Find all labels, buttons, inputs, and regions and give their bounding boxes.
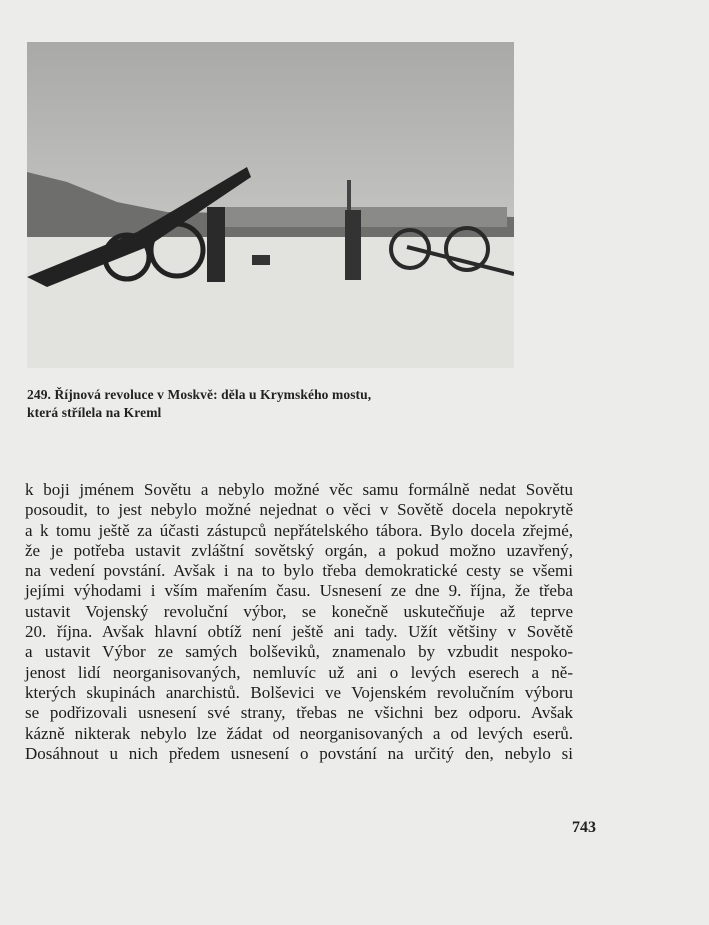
text-line: jejími výhodami i vším mařením času. Usnesení ze dne 9. října, že třeba: [25, 581, 573, 601]
text-line: že je potřeba ustavit zvláštní sovětský orgán, a pokud možno uzavřený,: [25, 540, 573, 560]
text-line: kázně nikterak nebylo lze žádat od neorganisovaných a od levých eserů.: [25, 723, 573, 743]
text-line: Dosáhnout u nich předem usnesení o povstání na určitý den, nebylo si: [25, 743, 573, 763]
text-line: ustavit Vojenský revoluční výbor, se konečně uskutečňuje až teprve: [25, 601, 573, 621]
text-line: posoudit, to jest nebylo možné nejednat o věci v Sovětě docela nepokrytě: [25, 500, 573, 520]
text-line: a ustavit Výbor ze samých bolševiků, znamenalo by vzbudit nespoko-: [25, 642, 573, 662]
text-line: jenost lidí neorganisovaných, nemluvíc už ani o levých eserech a ně-: [25, 662, 573, 682]
figure-caption: [27, 386, 371, 422]
text-line: se podřizovali usnesení své strany, třebas ne všichni bez odporu. Avšak: [25, 703, 573, 723]
text-line: kterých skupinách anarchistů. Bolševici ve Vojenském revolučním výboru: [25, 682, 573, 702]
text-line: na vedení povstání. Avšak i na to bylo třeba demokratické cesty se všemi: [25, 561, 573, 581]
text-line: a k tomu ještě za účasti zástupců nepřátelského tábora. Bylo docela zřejmé,: [25, 520, 573, 540]
caption-line: která střílela na Kreml: [27, 405, 162, 420]
caption-line: 249. Říjnová revoluce v Moskvě: děla u Krymského mostu,: [27, 387, 372, 402]
photo-cannons-at-krymsky-bridge: [27, 42, 514, 368]
text-line: 20. října. Avšak hlavní obtíž není ještě ani tady. Užít většiny v Sovětě: [25, 622, 573, 642]
body-text: [25, 480, 573, 764]
text-line: k boji jménem Sovětu a nebylo možné věc samu formálně nedat Sovětu: [25, 480, 573, 499]
page-number: 743: [572, 819, 596, 836]
